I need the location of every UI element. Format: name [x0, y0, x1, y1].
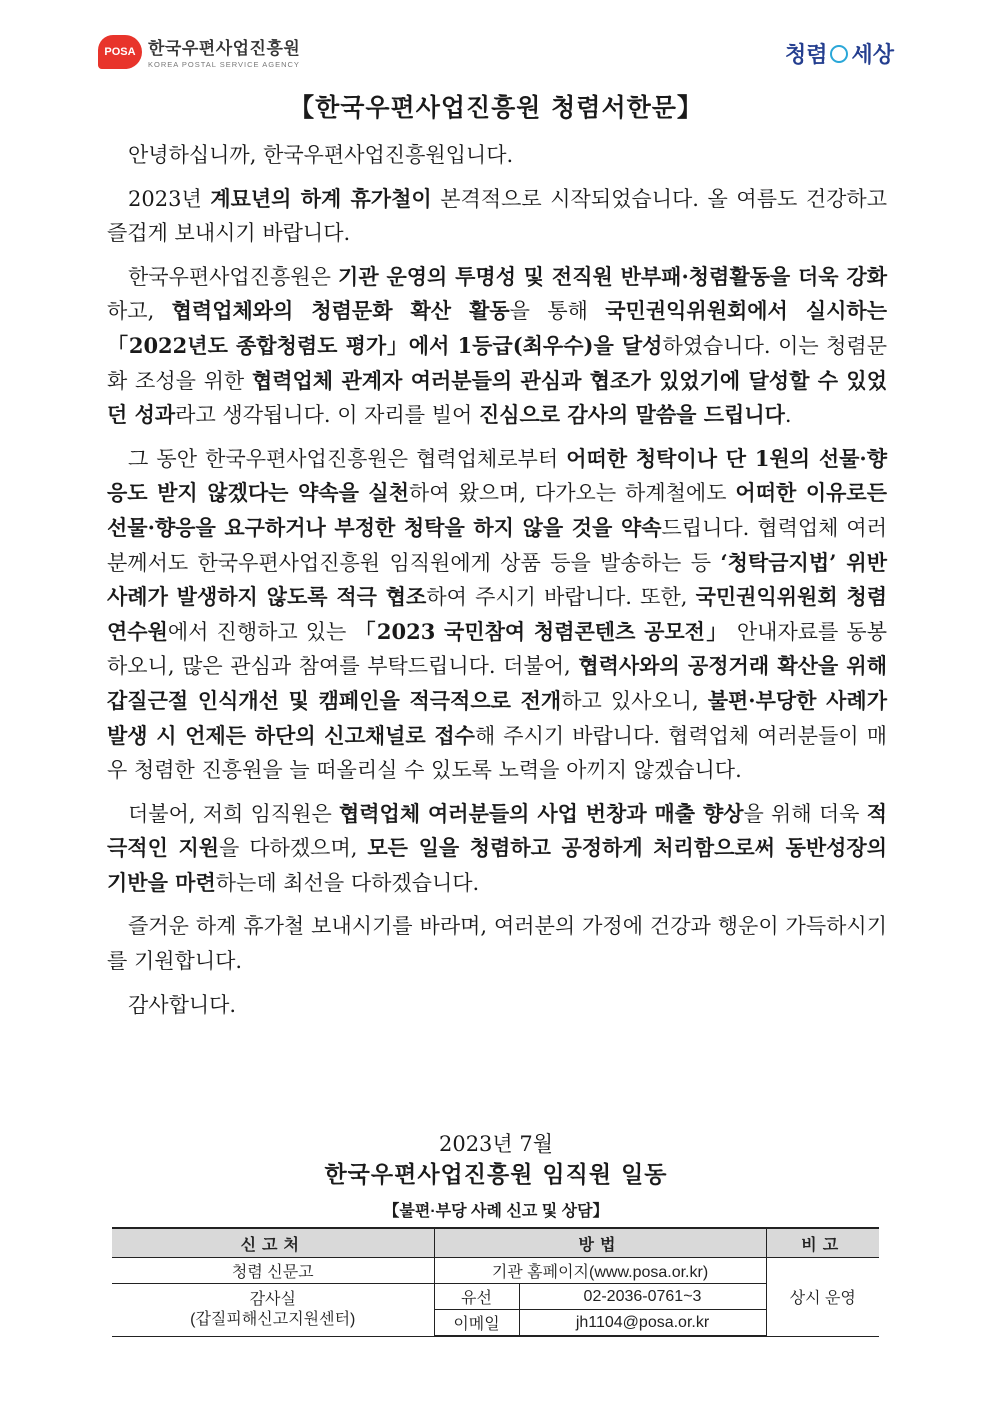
bold-text: ‘청탁금지법’ 위반 사례가 발생하지 않도록 적극 협조: [107, 549, 887, 610]
text: 하여 왔으며, 다가오는 하계철에도: [409, 481, 736, 506]
text: 그 동안 한국우편사업진흥원은 협력업체로부터: [128, 446, 567, 471]
integrity-slogan: [785, 38, 894, 69]
report-channel-table: [112, 1227, 879, 1337]
method-type-cell: 유선: [434, 1284, 519, 1310]
paragraph-wishes: 즐거운 하계 휴가철 보내시기를 바라며, 여러분의 가정에 건강과 행운이 가득하시기를 기원합니다.: [107, 914, 887, 974]
text: 본격적으로 시작되었습니다. 올 여름도 건강하고 즐겁게 보내시기 바랍니다.: [107, 186, 888, 246]
text: 더불어, 저희 임직원은: [128, 801, 339, 826]
bold-text: 국민권익위원회 청렴연수원: [107, 584, 888, 644]
bold-text: 적극적인 지원: [107, 800, 887, 861]
text: 2023년: [128, 186, 211, 211]
column-header-channel: 신고처: [112, 1228, 434, 1258]
text: 을 위해 더욱: [743, 801, 867, 826]
channel-subname: (갑질피해신고지원센터): [190, 1310, 356, 1328]
logo-eng: KOREA POSTAL SERVICE AGENCY: [148, 60, 300, 69]
bold-text: 불편·부당한 사례가 발생 시 언제든 하단의 신고채널로 접수: [107, 687, 887, 748]
letter-date: 2023년 7월: [438, 1132, 554, 1156]
bold-text: 협력업체와의 청렴문화 확산 활동: [171, 298, 510, 324]
note-cell: 상시 운영: [766, 1258, 879, 1337]
bold-text: 어떠한 이유로든 선물·향응을 요구하거나 부정한 청탁을 하지 않을 것을 약속: [107, 480, 887, 540]
page-title: 【한국우편사업진흥원 청렴서한문】: [289, 93, 703, 122]
logo-text: [148, 34, 300, 69]
bold-text: 협력업체 관계자 여러분들의 관심과 협조가 있었기에 달성할 수 있었던 성과: [107, 367, 887, 428]
text: 하고,: [107, 299, 172, 324]
paragraph-promise: [107, 442, 887, 788]
letter-signer: 한국우편사업진흥원 임직원 일동: [324, 1161, 668, 1188]
report-table-caption: 【불편·부당 사례 신고 및 상담】: [383, 1203, 609, 1220]
text: 안내자료를 동봉하오니, 많은 관심과 참여를 부탁드립니다. 더불어,: [107, 619, 887, 679]
bold-text: 계묘년의 하계 휴가철이: [210, 185, 432, 211]
letter-body: [107, 138, 887, 1022]
channel-cell: [112, 1284, 434, 1337]
paragraph-vacation: [107, 182, 887, 251]
table-header-row: [112, 1228, 879, 1258]
slogan-left: 청렴: [784, 42, 828, 67]
globe-icon: [830, 45, 848, 63]
bold-text: 「2023 국민참여 청렴콘텐츠 공모전」: [354, 618, 729, 644]
table-row: [112, 1284, 879, 1310]
bold-text: 기관 운영의 투명성 및 전직원 반부패·청렴활동을 더욱 강화: [338, 263, 887, 289]
column-header-method: 방법: [434, 1228, 766, 1258]
bold-text: 어떠한 청탁이나 단 1원의 선물·향응도 받지 않겠다는 약속을 실천: [107, 445, 887, 506]
posa-logo: [98, 34, 300, 69]
text: 에서 진행하고 있는: [167, 619, 355, 644]
text: 한국우편사업진흥원은: [128, 264, 339, 289]
channel-cell: 청렴 신문고: [112, 1258, 434, 1284]
bold-text: 협력사와의 공정거래 확산을 위해 갑질근절 인식개선 및 캠페인을 적극적으로 전개: [107, 653, 888, 713]
paragraph-thanks: 감사합니다.: [128, 992, 237, 1017]
phone-cell[interactable]: 02-2036-0761~3: [519, 1284, 766, 1310]
text: 을 다하겠으며,: [219, 836, 368, 861]
posa-logo-mark: POSA: [98, 35, 142, 69]
table-row: [112, 1258, 879, 1284]
paragraph-greeting: 안녕하십니까, 한국우편사업진흥원입니다.: [128, 143, 514, 167]
column-header-note: 비고: [766, 1228, 879, 1258]
bold-text: 협력업체 여러분들의 사업 번창과 매출 향상: [338, 800, 744, 826]
page-header: [98, 30, 894, 74]
text: 하고 있사오니,: [561, 688, 708, 713]
text: 해 주시기 바랍니다. 협력업체 여러분들이 매우 청렴한 진흥원을 늘 떠올리실 수 있도록 노력을 아끼지 않겠습니다.: [107, 723, 887, 783]
method-type-cell: 이메일: [434, 1310, 519, 1337]
text: 하였습니다. 이는 청렴문화 조성을 위한: [107, 333, 888, 393]
bold-text: 국민권익위원회에서 실시하는「2022년도 종합청렴도 평가」에서 1등급(최우수)을 달성: [107, 298, 887, 358]
text: 드립니다. 협력업체 여러분께서도 한국우편사업진흥원 임직원에게 상품 등을 발송하는 등: [107, 515, 887, 575]
logo-name: 한국우편사업진흥원: [148, 39, 301, 58]
method-cell[interactable]: 기관 홈페이지(www.posa.or.kr): [434, 1258, 766, 1284]
text: 라고 생각됩니다. 이 자리를 빌어: [175, 403, 479, 428]
bold-text: 진심으로 감사의 말씀을 드립니다: [478, 402, 785, 428]
paragraph-achievement: [107, 260, 887, 433]
slogan-right: 세상: [851, 42, 894, 67]
channel-name: 감사실: [249, 1290, 296, 1308]
text: .: [784, 403, 792, 428]
text: 하여 주시기 바랍니다. 또한,: [426, 585, 696, 610]
text: 을 통해: [509, 299, 606, 324]
email-cell[interactable]: jh1104@posa.or.kr: [519, 1310, 766, 1337]
paragraph-support: [107, 797, 887, 901]
text: 하는데 최선을 다하겠습니다.: [215, 870, 480, 895]
bold-text: 모든 일을 청렴하고 공정하게 처리함으로써 동반성장의 기반을 마련: [107, 835, 887, 895]
